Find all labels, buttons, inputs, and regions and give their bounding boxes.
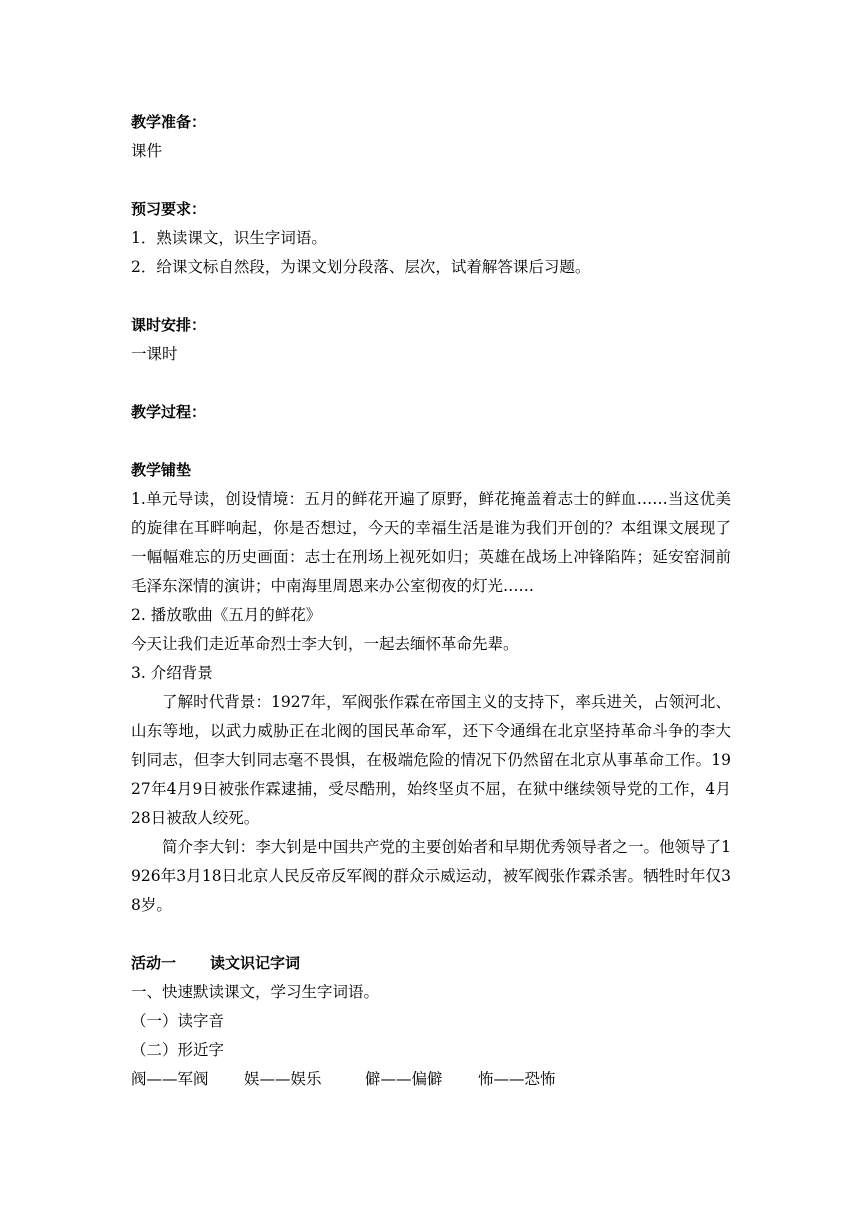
spacer	[131, 427, 731, 456]
spacer	[131, 920, 731, 949]
process-heading: 教学过程：	[131, 403, 207, 421]
foundation-item-3: 3. 介绍背景	[131, 664, 213, 682]
activity-title: 读文识记字词	[210, 954, 301, 972]
foundation-item-2: 2. 播放歌曲《五月的鲜花》	[131, 606, 322, 624]
schedule-content: 一课时	[131, 345, 178, 363]
activity-sub-1: （一）读字音	[131, 1012, 225, 1030]
spacer	[131, 282, 731, 311]
schedule-heading: 课时安排：	[131, 316, 207, 334]
spacer	[131, 166, 731, 195]
preview-item-1: 1．熟读课文，识生字词语。	[131, 229, 327, 247]
spacer	[131, 369, 731, 398]
word-pair: 怖——恐怖	[478, 1070, 556, 1088]
activity-label: 活动一	[131, 954, 177, 972]
foundation-item-1: 1.单元导读，创设情境：五月的鲜花开遍了原野，鲜花掩盖着志士的鲜血……当这优美的旋律在耳畔响起，你是否想过，今天的幸福生活是谁为我们开创的？本组课文展现了一幅幅难忘的历史画面：志士在刑场上视死如归；英雄在战场上冲锋陷阵；延安窑洞前毛泽东深情的演讲；中南海里周恩来办公室彻夜的灯光……	[131, 490, 731, 595]
activity-heading	[131, 949, 731, 978]
preview-item-2: 2．给课文标自然段，为课文划分段落、层次，试着解答课后习题。	[131, 258, 591, 276]
background-paragraph: 了解时代背景：1927年，军阀张作霖在帝国主义的支持下，率兵进关，占领河北、山东等地，以武力威胁正在北阀的国民革命军，还下令通缉在北京坚持革命斗争的李大钊同志，但李大钊同志毫不畏惧，在极端危险的情况下仍然留在北京从事革命工作。1927年4月9日被张作霖逮捕，受尽酷刑，始终坚贞不屈，在狱中继续领导党的工作，4月28日被敌人绞死。	[131, 693, 731, 827]
activity-sub-2: （二）形近字	[131, 1041, 225, 1059]
prep-content: 课件	[131, 142, 163, 160]
word-pairs	[131, 1065, 731, 1094]
foundation-heading: 教学铺垫	[131, 461, 192, 479]
word-pair: 娱——娱乐	[244, 1070, 322, 1088]
prep-heading: 教学准备：	[131, 113, 207, 131]
activity-task: 一、快速默读课文，学习生字词语。	[131, 983, 380, 1001]
intro-paragraph: 简介李大钊：李大钊是中国共产党的主要创始者和早期优秀领导者之一。他领导了1926年3月18日北京人民反帝反军阀的群众示威运动，被军阀张作霖杀害。牺牲时年仅38岁。	[131, 838, 731, 914]
document-page	[131, 108, 731, 1094]
foundation-item-2-text: 今天让我们走近革命烈士李大钊，一起去缅怀革命先辈。	[131, 635, 519, 653]
preview-heading: 预习要求：	[131, 200, 207, 218]
word-pair: 僻——偏僻	[365, 1070, 443, 1088]
word-pair: 阀——军阀	[131, 1070, 209, 1088]
